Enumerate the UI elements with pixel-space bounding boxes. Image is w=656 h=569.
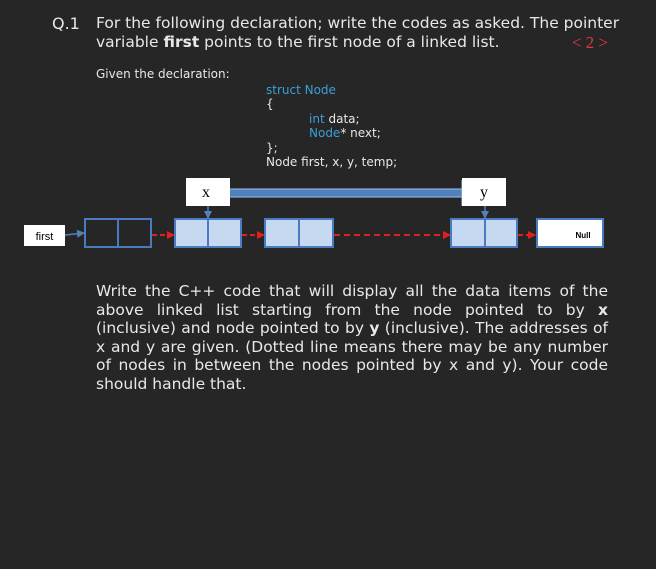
code-struct-line: struct Node [266,83,336,97]
given-label: Given the declaration: [96,67,230,81]
x-to-y-arrow-shaft [220,189,465,197]
y-pointer-label: y [480,184,488,201]
y-bold: y [369,319,380,337]
node-1 [85,219,151,247]
x-bold: x [598,300,608,319]
code-decl-line: Node first, x, y, temp; [266,155,398,169]
code-close-brace: }; [266,141,278,155]
x-pointer-label: x [202,184,210,201]
question-line-1: For the following declaration; write the codes as asked. The pointer [96,14,620,32]
first-keyword: first [163,33,200,51]
node-y [451,219,517,247]
code-node-line: Node* next; [309,126,381,140]
question-paragraph: Write the C++ code that will display all the data items of the above linked list starting from the node pointed to by x (inclusive) and node pointed to by y (inclusive). The addresses of x and y are given. (Dotted line means there may be any number of nodes in between the nodes pointed by x and y). Your code should handle that. [96,282,608,393]
code-int-line: int data; [309,112,360,126]
null-label: Null [575,231,591,240]
linked-list-diagram [0,0,656,270]
marks-label: < 2 > [571,33,608,52]
first-pointer-label: first [35,231,54,243]
node-3 [265,219,333,247]
question-line-2: variable first points to the first node of a linked list. [96,33,500,51]
null-node [537,219,603,247]
node-x [175,219,241,247]
code-open-brace: { [266,97,274,111]
first-arrow [65,233,84,235]
question-number: Q.1 [52,14,80,33]
